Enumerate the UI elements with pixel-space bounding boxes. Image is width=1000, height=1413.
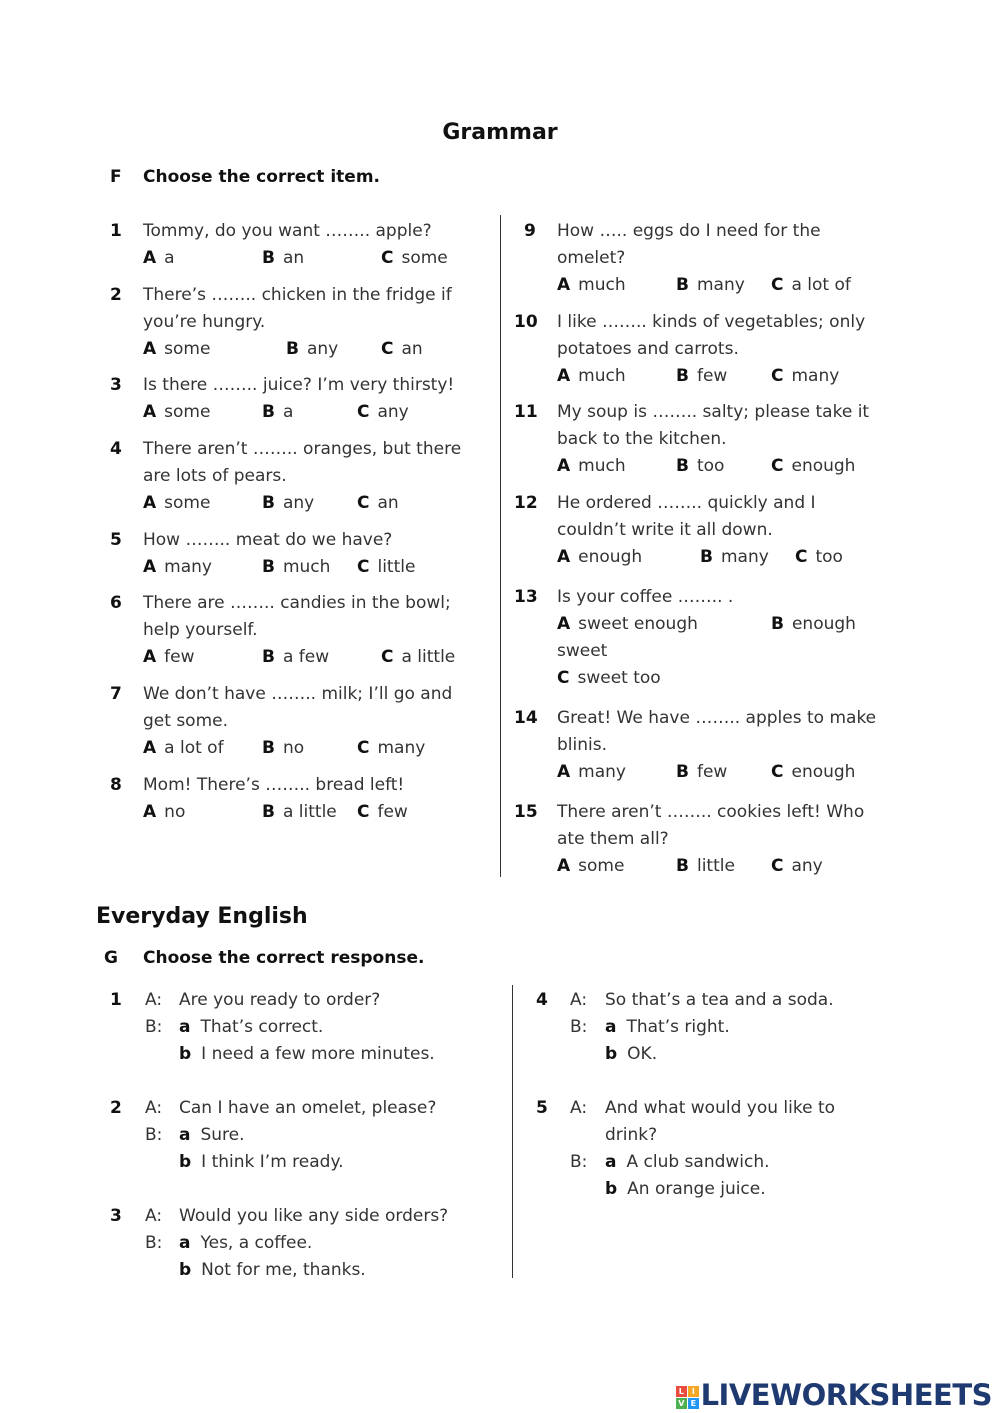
option-text: an bbox=[377, 493, 399, 513]
option-b[interactable] bbox=[286, 336, 338, 363]
question-text: How …….. meat do we have? bbox=[143, 530, 393, 550]
option-letter: C bbox=[771, 456, 784, 476]
option-text: a lot of bbox=[164, 738, 224, 758]
option-a[interactable] bbox=[143, 735, 224, 762]
response-letter: b bbox=[179, 1260, 192, 1280]
option-text: few bbox=[696, 366, 728, 386]
question-number: 8 bbox=[110, 775, 122, 795]
response-letter: a bbox=[179, 1233, 191, 1253]
option-letter: B bbox=[262, 738, 275, 758]
option-letter: C bbox=[771, 275, 784, 295]
section-instruction-f: Choose the correct item. bbox=[143, 167, 381, 187]
option-text: much bbox=[578, 456, 626, 476]
option-c[interactable] bbox=[771, 272, 851, 299]
response-letter: b bbox=[179, 1044, 192, 1064]
option-text: enough bbox=[791, 762, 856, 782]
response-option-a[interactable] bbox=[179, 1014, 323, 1041]
question-number: 15 bbox=[514, 802, 538, 822]
option-text: an bbox=[282, 248, 305, 268]
liveworksheets-logo bbox=[676, 1378, 992, 1412]
section-instruction-g: Choose the correct response. bbox=[143, 948, 425, 968]
option-text: an bbox=[401, 339, 423, 359]
option-letter: A bbox=[143, 802, 157, 822]
option-text: enough bbox=[578, 547, 643, 567]
dialogue-number: 1 bbox=[110, 990, 122, 1010]
logo-tile-icon: I bbox=[688, 1386, 699, 1397]
column-divider-everyday bbox=[512, 985, 513, 1278]
logo-tile-icon: V bbox=[676, 1398, 687, 1409]
option-letter: C bbox=[357, 557, 370, 577]
option-letter: A bbox=[557, 856, 571, 876]
option-letter: B bbox=[676, 856, 689, 876]
question-text: Is there …….. juice? I’m very thirsty! bbox=[143, 375, 455, 395]
option-text: some bbox=[164, 493, 211, 513]
option-b[interactable] bbox=[262, 735, 304, 762]
response-text: Yes, a coffee. bbox=[200, 1233, 313, 1253]
response-option-b[interactable] bbox=[179, 1257, 366, 1284]
option-a[interactable] bbox=[557, 853, 624, 880]
option-text: much bbox=[578, 275, 626, 295]
option-letter: A bbox=[557, 614, 571, 634]
option-a[interactable] bbox=[557, 272, 626, 299]
option-b[interactable] bbox=[676, 272, 745, 299]
option-letter: A bbox=[143, 402, 157, 422]
logo-text: LIVEWORKSHEETS bbox=[700, 1378, 992, 1412]
question-text: Is your coffee …….. . bbox=[557, 587, 734, 607]
option-letter: B bbox=[286, 339, 299, 359]
option-letter: C bbox=[771, 366, 784, 386]
speaker-b-label: B: bbox=[145, 1233, 163, 1253]
column-divider bbox=[500, 215, 501, 877]
option-a[interactable] bbox=[143, 245, 175, 272]
option-text: any bbox=[377, 402, 409, 422]
question-text: Great! We have …….. apples to make blinis. bbox=[557, 708, 877, 755]
option-letter: C bbox=[771, 762, 784, 782]
option-letter: B bbox=[262, 493, 275, 513]
option-text: some bbox=[164, 339, 211, 359]
response-option-a[interactable] bbox=[605, 1014, 730, 1041]
option-c[interactable] bbox=[381, 245, 448, 272]
option-letter: B bbox=[771, 614, 784, 634]
logo-tile-icon: E bbox=[688, 1398, 699, 1409]
question-text: He ordered …….. quickly and I couldn’t write it all down. bbox=[557, 493, 816, 540]
speaker-a-label: A: bbox=[145, 1206, 163, 1226]
response-letter: a bbox=[179, 1017, 191, 1037]
option-letter: C bbox=[357, 738, 370, 758]
option-letter: B bbox=[262, 402, 275, 422]
response-text: I need a few more minutes. bbox=[201, 1044, 435, 1064]
question-text: How ….. eggs do I need for the omelet? bbox=[557, 221, 821, 268]
option-letter: B bbox=[676, 762, 689, 782]
option-a[interactable] bbox=[557, 544, 642, 571]
speaker-a-text: So that’s a tea and a soda. bbox=[605, 990, 834, 1010]
response-letter: a bbox=[605, 1017, 617, 1037]
question-text: Mom! There’s …….. bread left! bbox=[143, 775, 405, 795]
option-a[interactable] bbox=[143, 336, 210, 363]
option-text: too bbox=[815, 547, 843, 567]
option-b[interactable] bbox=[676, 453, 724, 480]
option-c[interactable] bbox=[771, 363, 839, 390]
logo-tile-icon: L bbox=[676, 1386, 687, 1397]
option-c[interactable] bbox=[357, 490, 399, 517]
option-letter: A bbox=[143, 738, 157, 758]
option-text: enough bbox=[791, 614, 856, 634]
option-letter: C bbox=[357, 493, 370, 513]
option-c[interactable] bbox=[381, 644, 455, 671]
option-b[interactable] bbox=[700, 544, 769, 571]
option-c[interactable] bbox=[381, 336, 423, 363]
option-text: much bbox=[282, 557, 331, 577]
option-letter: A bbox=[557, 547, 571, 567]
question-number: 11 bbox=[514, 402, 538, 422]
option-text: many bbox=[791, 366, 840, 386]
option-text: some bbox=[401, 248, 448, 268]
option-c[interactable] bbox=[557, 665, 661, 692]
option-c[interactable] bbox=[771, 759, 855, 786]
speaker-a-text: Would you like any side orders? bbox=[179, 1206, 449, 1226]
question-number: 5 bbox=[110, 530, 122, 550]
response-option-b[interactable] bbox=[179, 1041, 435, 1068]
option-letter: C bbox=[381, 339, 394, 359]
option-letter: A bbox=[143, 248, 157, 268]
option-text: some bbox=[164, 402, 211, 422]
option-text: sweet bbox=[557, 641, 608, 661]
option-letter: C bbox=[381, 248, 394, 268]
option-letter: B bbox=[262, 647, 275, 667]
option-text: any bbox=[791, 856, 823, 876]
response-option-b[interactable] bbox=[179, 1149, 343, 1176]
question-text: We don’t have …….. milk; I’ll go and get some. bbox=[143, 684, 453, 731]
option-text: few bbox=[377, 802, 408, 822]
option-letter: C bbox=[557, 668, 570, 688]
option-b[interactable] bbox=[676, 759, 727, 786]
option-letter: B bbox=[676, 456, 689, 476]
response-letter: a bbox=[605, 1152, 617, 1172]
question-number: 4 bbox=[110, 439, 122, 459]
dialogue-number: 2 bbox=[110, 1098, 122, 1118]
option-letter: C bbox=[357, 802, 370, 822]
response-option-a[interactable] bbox=[179, 1122, 245, 1149]
option-b[interactable] bbox=[262, 399, 293, 426]
option-a[interactable] bbox=[557, 453, 626, 480]
question-text: Tommy, do you want …….. apple? bbox=[143, 221, 432, 241]
section-letter-g: G bbox=[104, 948, 118, 968]
option-b[interactable] bbox=[262, 245, 304, 272]
option-text: many bbox=[720, 547, 769, 567]
option-text: a bbox=[282, 402, 294, 422]
option-letter: B bbox=[262, 248, 275, 268]
option-letter: B bbox=[262, 557, 275, 577]
section-title-everyday-english: Everyday English bbox=[96, 904, 308, 929]
option-c[interactable] bbox=[357, 399, 409, 426]
option-letter: A bbox=[557, 762, 571, 782]
option-text: many bbox=[164, 557, 212, 577]
option-text: a few bbox=[282, 647, 330, 667]
speaker-a-label: A: bbox=[145, 1098, 163, 1118]
option-cont[interactable] bbox=[557, 638, 607, 665]
response-letter: b bbox=[605, 1044, 618, 1064]
option-text: little bbox=[377, 557, 416, 577]
response-letter: b bbox=[605, 1179, 618, 1199]
page-title: Grammar bbox=[442, 120, 558, 145]
question-text: There’s …….. chicken in the fridge if you’re hungry. bbox=[143, 285, 452, 332]
option-text: many bbox=[578, 762, 626, 782]
speaker-b-label: B: bbox=[570, 1152, 588, 1172]
option-b[interactable] bbox=[676, 363, 727, 390]
option-text: many bbox=[696, 275, 745, 295]
option-c[interactable] bbox=[357, 799, 408, 826]
speaker-a-text: Can I have an omelet, please? bbox=[179, 1098, 437, 1118]
question-text: There aren’t …….. cookies left! Who ate them all? bbox=[557, 802, 865, 849]
dialogue-number: 3 bbox=[110, 1206, 122, 1226]
option-text: a little bbox=[401, 647, 456, 667]
option-text: much bbox=[578, 366, 626, 386]
response-letter: a bbox=[179, 1125, 191, 1145]
option-a[interactable] bbox=[557, 363, 626, 390]
question-number: 6 bbox=[110, 593, 122, 613]
question-number: 1 bbox=[110, 221, 122, 241]
option-letter: A bbox=[143, 557, 157, 577]
option-b[interactable] bbox=[262, 490, 314, 517]
speaker-a-text: Are you ready to order? bbox=[179, 990, 381, 1010]
response-text: Sure. bbox=[200, 1125, 245, 1145]
dialogue-number: 4 bbox=[536, 990, 548, 1010]
option-b[interactable] bbox=[262, 644, 329, 671]
question-text: My soup is …….. salty; please take it back to the kitchen. bbox=[557, 402, 870, 449]
option-letter: A bbox=[143, 339, 157, 359]
response-text: Not for me, thanks. bbox=[201, 1260, 366, 1280]
option-text: any bbox=[306, 339, 339, 359]
question-number: 13 bbox=[514, 587, 538, 607]
response-text: An orange juice. bbox=[627, 1179, 766, 1199]
option-c[interactable] bbox=[771, 453, 855, 480]
question-text: I like …….. kinds of vegetables; only potatoes and carrots. bbox=[557, 312, 866, 359]
option-letter: C bbox=[771, 856, 784, 876]
question-text: There aren’t …….. oranges, but there are lots of pears. bbox=[143, 439, 462, 486]
question-number: 10 bbox=[514, 312, 538, 332]
option-a[interactable] bbox=[557, 611, 698, 638]
option-text: a little bbox=[282, 802, 337, 822]
option-letter: B bbox=[676, 366, 689, 386]
option-c[interactable] bbox=[357, 735, 425, 762]
option-a[interactable] bbox=[143, 554, 212, 581]
response-option-b[interactable] bbox=[605, 1176, 766, 1203]
response-text: OK. bbox=[627, 1044, 658, 1064]
option-a[interactable] bbox=[557, 759, 626, 786]
option-letter: A bbox=[557, 366, 571, 386]
response-option-b[interactable] bbox=[605, 1041, 657, 1068]
logo-tiles-icon bbox=[676, 1386, 699, 1409]
question-number: 2 bbox=[110, 285, 122, 305]
option-b[interactable] bbox=[262, 554, 330, 581]
option-letter: B bbox=[676, 275, 689, 295]
option-text: a bbox=[164, 248, 175, 268]
question-number: 7 bbox=[110, 684, 122, 704]
option-a[interactable] bbox=[143, 799, 185, 826]
speaker-a-label: A: bbox=[570, 990, 588, 1010]
speaker-b-label: B: bbox=[145, 1125, 163, 1145]
option-text: some bbox=[578, 856, 625, 876]
option-text: sweet too bbox=[577, 668, 661, 688]
option-text: little bbox=[696, 856, 735, 876]
option-text: no bbox=[164, 802, 186, 822]
speaker-a-text: And what would you like to drink? bbox=[605, 1098, 836, 1145]
speaker-b-label: B: bbox=[145, 1017, 163, 1037]
option-letter: A bbox=[557, 275, 571, 295]
question-text: There are …….. candies in the bowl; help yourself. bbox=[143, 593, 451, 640]
option-text: few bbox=[696, 762, 728, 782]
option-letter: C bbox=[357, 402, 370, 422]
question-number: 9 bbox=[524, 221, 536, 241]
speaker-a-label: A: bbox=[145, 990, 163, 1010]
option-text: a lot of bbox=[791, 275, 851, 295]
option-a[interactable] bbox=[143, 399, 210, 426]
option-c[interactable] bbox=[357, 554, 415, 581]
option-text: no bbox=[282, 738, 305, 758]
dialogue-number: 5 bbox=[536, 1098, 548, 1118]
option-letter: B bbox=[700, 547, 713, 567]
response-text: I think I’m ready. bbox=[201, 1152, 344, 1172]
option-b[interactable] bbox=[771, 611, 856, 638]
option-letter: C bbox=[795, 547, 808, 567]
response-option-a[interactable] bbox=[179, 1230, 312, 1257]
option-c[interactable] bbox=[795, 544, 843, 571]
response-option-a[interactable] bbox=[605, 1149, 770, 1176]
option-letter: A bbox=[143, 493, 157, 513]
option-a[interactable] bbox=[143, 490, 210, 517]
option-text: enough bbox=[791, 456, 856, 476]
option-text: few bbox=[164, 647, 195, 667]
response-text: That’s correct. bbox=[200, 1017, 324, 1037]
option-text: many bbox=[377, 738, 426, 758]
option-letter: A bbox=[143, 647, 157, 667]
option-c[interactable] bbox=[771, 853, 823, 880]
option-text: too bbox=[696, 456, 725, 476]
option-text: any bbox=[282, 493, 315, 513]
option-text: sweet enough bbox=[578, 614, 698, 634]
question-number: 12 bbox=[514, 493, 538, 513]
option-b[interactable] bbox=[676, 853, 735, 880]
response-letter: b bbox=[179, 1152, 192, 1172]
option-b[interactable] bbox=[262, 799, 337, 826]
option-a[interactable] bbox=[143, 644, 195, 671]
speaker-b-label: B: bbox=[570, 1017, 588, 1037]
question-number: 14 bbox=[514, 708, 538, 728]
option-letter: B bbox=[262, 802, 275, 822]
speaker-a-label: A: bbox=[570, 1098, 588, 1118]
option-letter: A bbox=[557, 456, 571, 476]
response-text: That’s right. bbox=[626, 1017, 730, 1037]
option-letter: C bbox=[381, 647, 394, 667]
section-letter-f: F bbox=[110, 167, 122, 187]
question-number: 3 bbox=[110, 375, 122, 395]
response-text: A club sandwich. bbox=[626, 1152, 770, 1172]
